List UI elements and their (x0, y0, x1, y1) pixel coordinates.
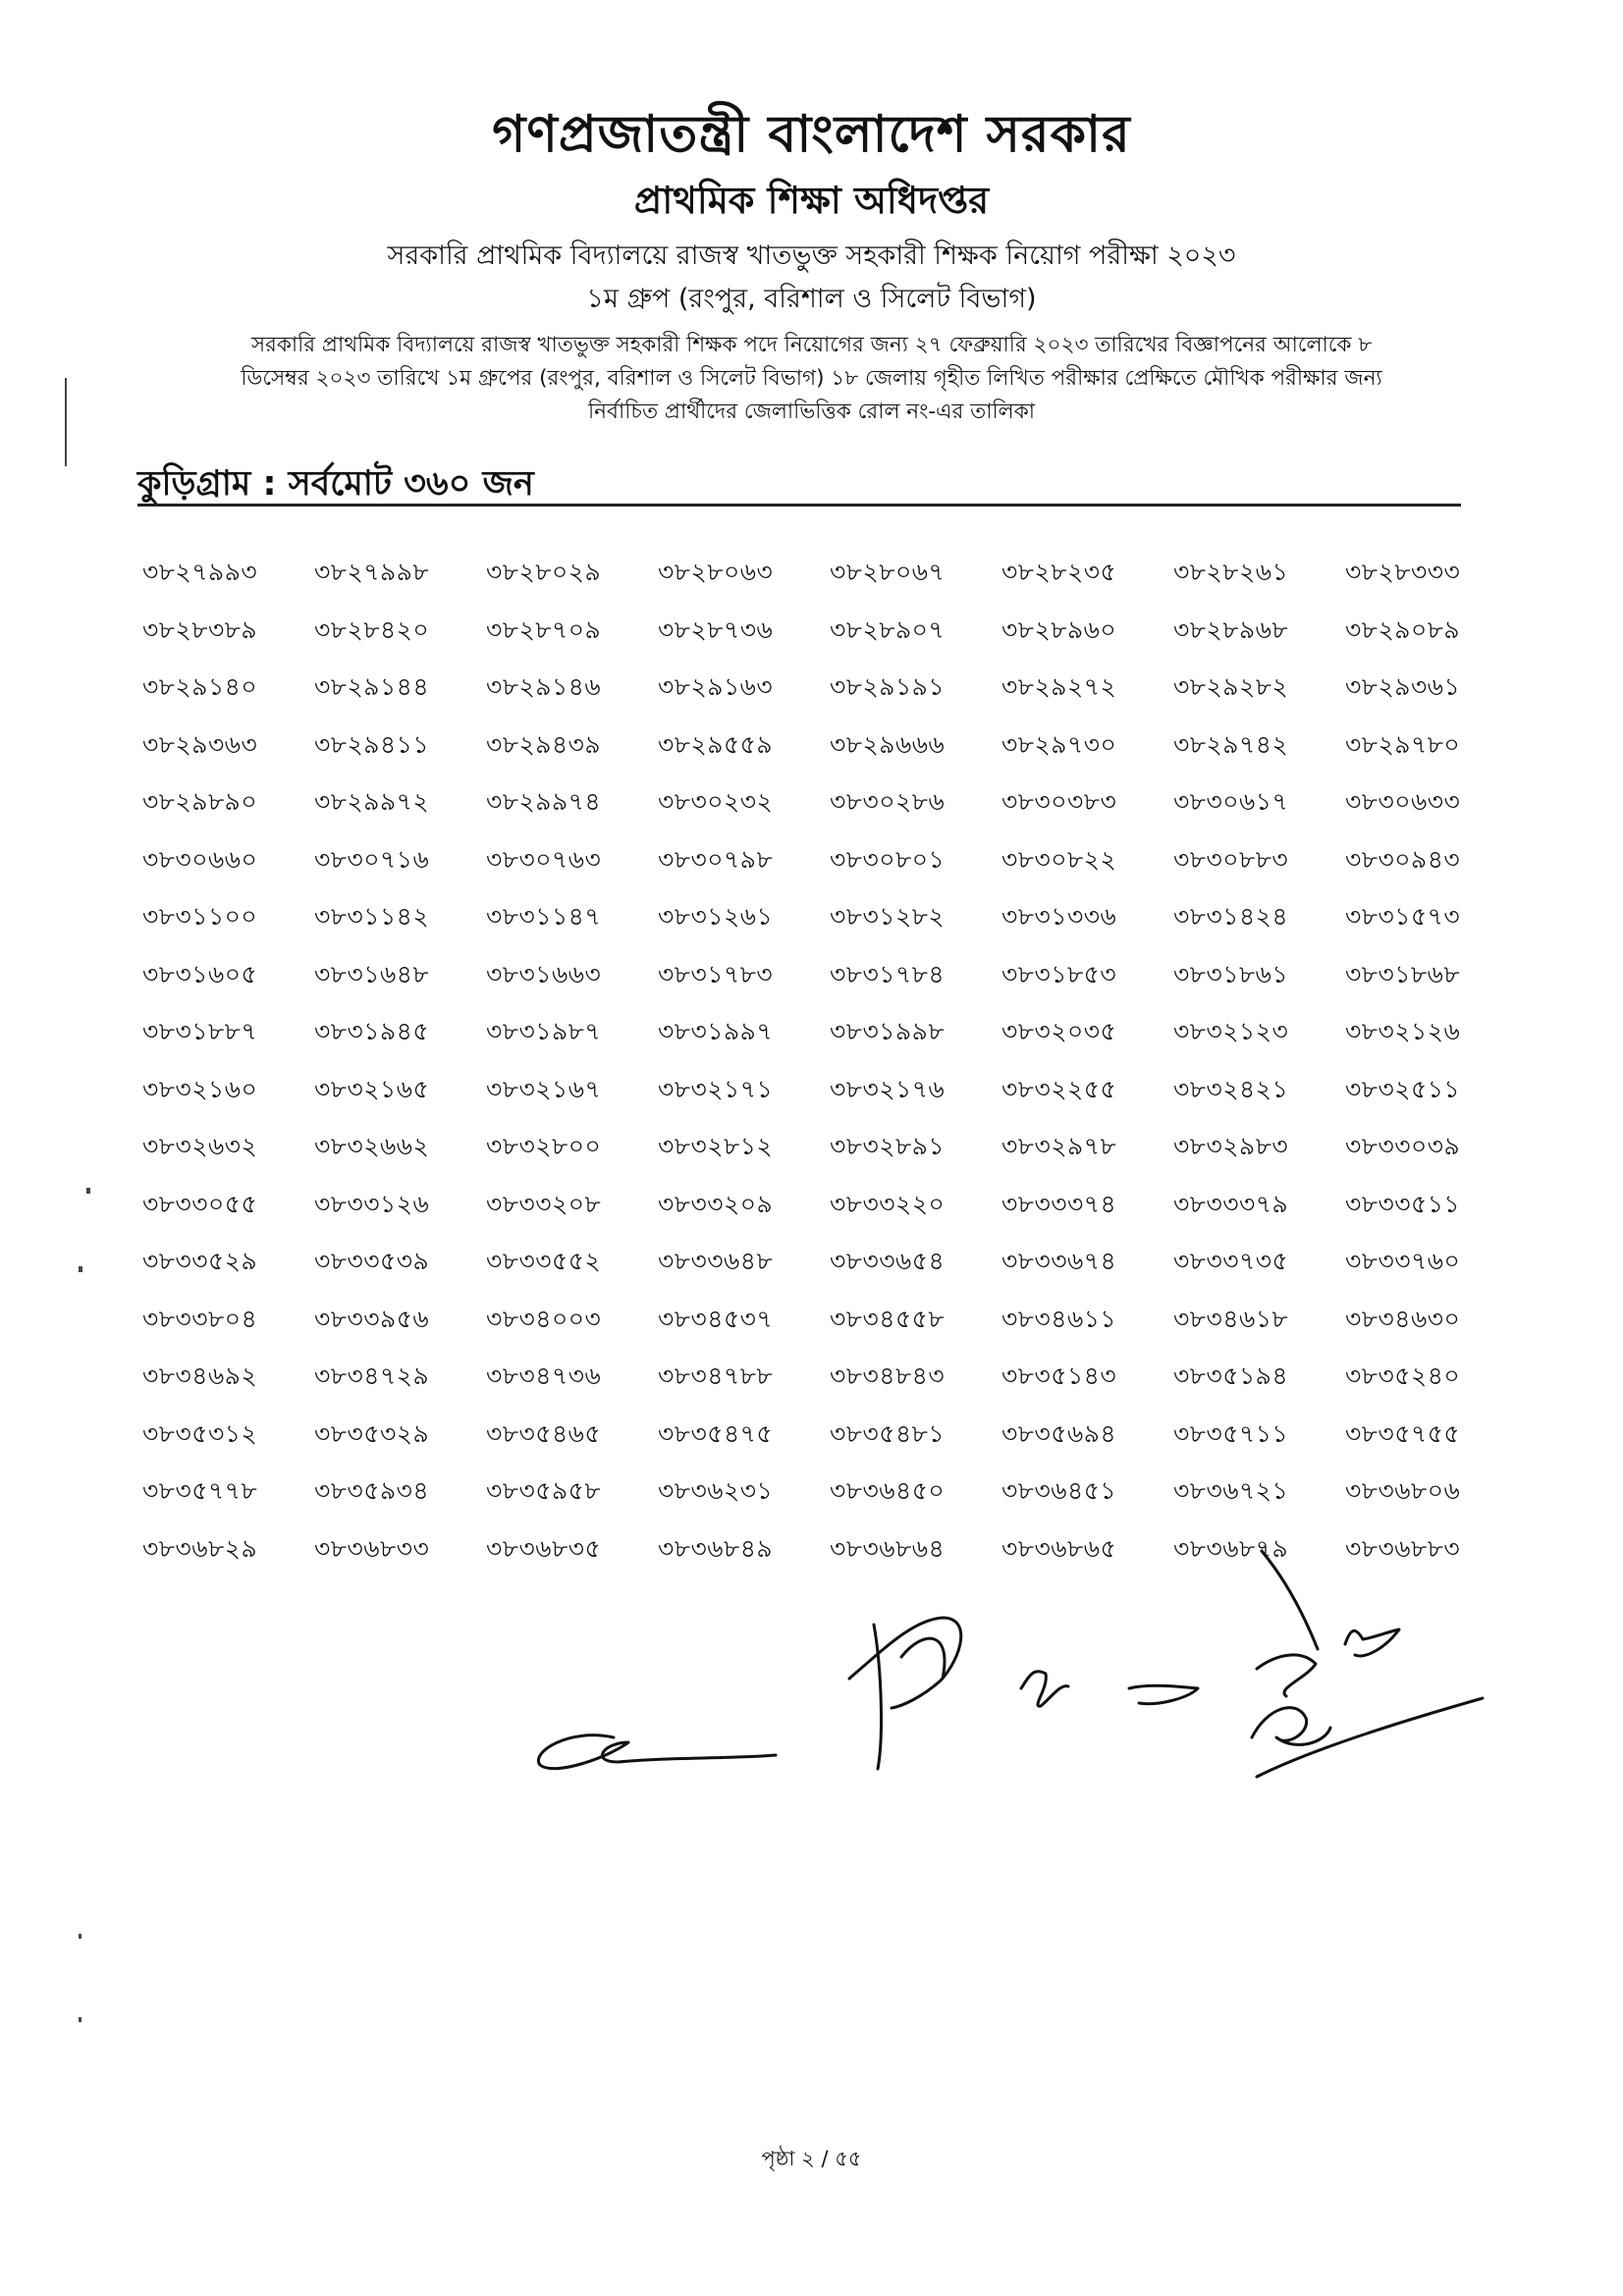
roll-number: ৩৮২৯৪৩৯ (486, 729, 602, 759)
margin-mark-bracket (65, 378, 71, 466)
signature-3 (1021, 1672, 1068, 1706)
roll-number: ৩৮৩২৪২১ (1173, 1074, 1289, 1103)
roll-number: ৩৮৩১৪২৪ (1173, 902, 1289, 931)
exam-title: সরকারি প্রাথমিক বিদ্যালয়ে রাজস্ব খাতভুক্ত সহকারী শিক্ষক নিয়োগ পরীক্ষা ২০২৩ (387, 240, 1236, 271)
roll-number: ৩৮৩৩৬৪৮ (658, 1247, 774, 1275)
roll-number: ৩৮২৮৩৩৩ (1345, 558, 1461, 586)
roll-number: ৩৮৩৬৮৬৫ (1001, 1533, 1117, 1563)
roll-number: ৩৮২৮৯৬০ (1001, 614, 1117, 644)
roll-number: ৩৮৩২১৬৭ (486, 1074, 602, 1103)
roll-number: ৩৮৩১৯৪৫ (314, 1017, 430, 1045)
roll-number: ৩৮৩৩৭৬০ (1345, 1247, 1461, 1275)
roll-number: ৩৮৩২৮১২ (658, 1132, 774, 1160)
roll-number: ৩৮৩১৩৩৬ (1001, 902, 1117, 931)
roll-number: ৩৮৩১১০০ (142, 902, 258, 931)
roll-number: ৩৮২৮৪২০ (314, 614, 430, 644)
roll-number: ৩৮৩৩৮০৪ (142, 1304, 258, 1333)
roll-number: ৩৮৩৫৯৩৪ (314, 1476, 430, 1505)
roll-number: ৩৮৩০৯৪৩ (1345, 844, 1461, 874)
roll-number: ৩৮৩২১৬৫ (314, 1074, 430, 1103)
roll-number: ৩৮৩৫১৯৪ (1173, 1362, 1289, 1390)
roll-number: ৩৮৩০২৩২ (658, 787, 774, 816)
roll-number: ৩৮২৯৯৭২ (314, 787, 430, 816)
roll-number: ৩৮৩১৯৮৭ (486, 1017, 602, 1045)
roll-number: ৩৮২৯৮৯০ (142, 787, 258, 816)
roll-number: ৩৮২৮২৩৫ (1001, 558, 1117, 586)
roll-number: ৩৮৩৪৭২৯ (314, 1362, 430, 1390)
roll-number: ৩৮৩১২৬১ (658, 902, 774, 931)
roll-number: ৩৮৩৫৭৭৮ (142, 1476, 258, 1505)
roll-number: ৩৮৩২১২৩ (1173, 1017, 1289, 1045)
roll-number: ৩৮৩৩৫৩৯ (314, 1247, 430, 1275)
roll-number: ৩৮৩৩৭৩৫ (1173, 1247, 1289, 1275)
roll-number: ৩৮৩৩০৩৯ (1345, 1132, 1461, 1160)
roll-number: ৩৮৩৩৫২৯ (142, 1247, 258, 1275)
roll-number: ৩৮৩৫২৪০ (1345, 1362, 1461, 1390)
roll-number: ৩৮২৯১৪৬ (486, 672, 602, 701)
roll-number: ৩৮২৯২৮২ (1173, 672, 1289, 701)
roll-number: ৩৮৩৬২৩১ (658, 1476, 774, 1505)
roll-number: ৩৮৩৫৬৯৪ (1001, 1418, 1117, 1448)
roll-number: ৩৮২৯৩৬১ (1345, 672, 1461, 701)
roll-number: ৩৮৩৪৮৪৩ (830, 1362, 946, 1390)
signature-4 (1129, 1685, 1198, 1703)
roll-number: ৩৮৩৩২০৮ (486, 1189, 602, 1218)
roll-number: ৩৮২৯১৪৪ (314, 672, 430, 701)
roll-number: ৩৮৩১৮৬১ (1173, 959, 1289, 988)
roll-number: ৩৮৩৫৯৫৮ (486, 1476, 602, 1505)
roll-number: ৩৮৩৩৫১১ (1345, 1189, 1461, 1218)
page-number: পৃষ্ঠা ২ / ৫৫ (761, 2147, 862, 2170)
roll-number: ৩৮৩২১২৬ (1345, 1017, 1461, 1045)
roll-number: ৩৮৩৩৯৫৬ (314, 1304, 430, 1333)
notice-line-1: সরকারি প্রাথমিক বিদ্যালয়ে রাজস্ব খাতভুক্ত সহকারী শিক্ষক পদে নিয়োগের জন্য ২৭ ফেব্রুয়ারি ২০২৩ তারিখের বিজ্ঞাপনের আলোকে ৮ (250, 333, 1373, 357)
department-title: প্রাথমিক শিক্ষা অধিদপ্তর (633, 179, 990, 222)
roll-number: ৩৮৩৩২০৯ (658, 1189, 774, 1218)
margin-mark-dot (79, 2017, 81, 2022)
roll-number: ৩৮৩২৫১১ (1345, 1074, 1461, 1103)
roll-number: ৩৮২৯৬৬৬ (830, 729, 946, 759)
roll-number: ৩৮৩১৬৬৩ (486, 959, 602, 988)
roll-number: ৩৮২৯১৪০ (142, 672, 258, 701)
roll-number: ৩৮৩১৬০৫ (142, 959, 258, 988)
roll-number: ৩৮৩৩০৫৫ (142, 1189, 258, 1218)
roll-number: ৩৮২৮৭০৯ (486, 614, 602, 644)
roll-number: ৩৮৩২২৫৫ (1001, 1074, 1117, 1103)
roll-number: ৩৮৩২৯৭৮ (1001, 1132, 1117, 1160)
roll-number: ৩৮৩৬৮০৬ (1345, 1476, 1461, 1505)
roll-number: ৩৮৩৪০০৩ (486, 1304, 602, 1333)
roll-number: ৩৮৩২৯৮৩ (1173, 1132, 1289, 1160)
roll-number: ৩৮৩৫৭১১ (1173, 1418, 1289, 1448)
roll-number: ৩৮৩২৮৯১ (830, 1132, 946, 1160)
roll-number: ৩৮২৯২৭২ (1001, 672, 1117, 701)
roll-number: ৩৮৩৩৩৭৪ (1001, 1189, 1117, 1218)
roll-number: ৩৮২৮৯০৭ (830, 614, 946, 644)
roll-number: ৩৮২৮০৬৩ (658, 558, 774, 586)
roll-number: ৩৮৩৩১২৬ (314, 1189, 430, 1218)
roll-number: ৩৮৩৬৮৬৪ (830, 1533, 946, 1563)
roll-number: ৩৮২৯৭৪২ (1173, 729, 1289, 759)
roll-number: ৩৮৩২১৬০ (142, 1074, 258, 1103)
roll-number: ৩৮৩৪৭৩৬ (486, 1362, 602, 1390)
roll-number: ৩৮৩৪৫৩৭ (658, 1304, 774, 1333)
roll-number: ৩৮৩০৮০১ (830, 844, 946, 874)
roll-number: ৩৮৩০৬৩৩ (1345, 787, 1461, 816)
roll-number: ৩৮৩৩৬৭৪ (1001, 1247, 1117, 1275)
roll-number: ৩৮২৮২৬১ (1173, 558, 1289, 586)
roll-number: ৩৮৩২১৭৬ (830, 1074, 946, 1103)
roll-number: ৩৮৩১৭৮৩ (658, 959, 774, 988)
roll-number: ৩৮৩৫৪৮১ (830, 1418, 946, 1448)
district-heading: কুড়িগ্রাম : সর্বমোট ৩৬০ জন (137, 464, 534, 504)
roll-number: ৩৮৩৪৬৩০ (1345, 1304, 1461, 1333)
roll-number: ৩৮৩১১৪২ (314, 902, 430, 931)
signature-2 (849, 1618, 961, 1769)
roll-number: ৩৮২৮৩৮৯ (142, 614, 258, 644)
margin-mark-dot (86, 1188, 90, 1194)
roll-number: ৩৮৩০৮৮৩ (1173, 844, 1289, 874)
roll-number: ৩৮৩৩৬৫৪ (830, 1247, 946, 1275)
roll-number: ৩৮৩১৯৯৮ (830, 1017, 946, 1045)
notice-line-2: ডিসেম্বর ২০২৩ তারিখে ১ম গ্রুপের (রংপুর, বরিশাল ও সিলেট বিভাগ) ১৮ জেলায় গৃহীত লিখিত পরীক্ষার প্রেক্ষিতে মৌখিক পরীক্ষার জন্য (241, 366, 1382, 391)
roll-number: ৩৮৩০৬১৭ (1173, 787, 1289, 816)
document-header (0, 103, 1623, 429)
roll-number: ৩৮৩৬৪৫০ (830, 1476, 946, 1505)
roll-number: ৩৮৩৩৩৭৯ (1173, 1189, 1289, 1218)
roll-number: ৩৮৩৫৪৭৫ (658, 1418, 774, 1448)
roll-number: ৩৮৩৬৮৭৯ (1173, 1533, 1289, 1563)
roll-number: ৩৮২৭৯৯৮ (314, 558, 430, 586)
signature-1 (538, 1735, 776, 1769)
roll-number: ৩৮৩২১৭১ (658, 1074, 774, 1103)
roll-number: ৩৮৩৬৪৫১ (1001, 1476, 1117, 1505)
roll-number: ৩৮৩৫৭৫৫ (1345, 1418, 1461, 1448)
roll-number-grid (142, 553, 1468, 1586)
roll-number: ৩৮২৯৭৩০ (1001, 729, 1117, 759)
roll-number: ৩৮২৯৫৫৯ (658, 729, 774, 759)
roll-number: ৩৮৩৪৭৮৮ (658, 1362, 774, 1390)
roll-number: ৩৮৩১৮৬৮ (1345, 959, 1461, 988)
roll-number: ৩৮৩২৮০০ (486, 1132, 602, 1160)
roll-number: ৩৮২৯৯৭৪ (486, 787, 602, 816)
roll-number: ৩৮৩৬৮৪৯ (658, 1533, 774, 1563)
roll-number: ৩৮৩০২৮৬ (830, 787, 946, 816)
roll-number: ৩৮৩৩২২০ (830, 1189, 946, 1218)
roll-number: ৩৮২৯৪১১ (314, 729, 430, 759)
roll-number: ৩৮৩১৬৪৮ (314, 959, 430, 988)
roll-number: ৩৮৩৫৪৬৫ (486, 1418, 602, 1448)
signature-6 (1345, 1629, 1399, 1656)
roll-number: ৩৮৩১৯৯৭ (658, 1017, 774, 1045)
roll-number: ৩৮৩১৫৭৩ (1345, 902, 1461, 931)
roll-number: ৩৮৩৪৫৫৮ (830, 1304, 946, 1333)
roll-number: ৩৮৩০৭৬৩ (486, 844, 602, 874)
margin-mark-dot (79, 1266, 82, 1272)
group-title: ১ম গ্রুপ (রংপুর, বরিশাল ও সিলেট বিভাগ) (586, 284, 1037, 314)
roll-number: ৩৮৩৬৮৩৫ (486, 1533, 602, 1563)
roll-number: ৩৮৩৫৩১২ (142, 1418, 258, 1448)
roll-number: ৩৮২৯১৯১ (830, 672, 946, 701)
roll-number: ৩৮৩০৮২২ (1001, 844, 1117, 874)
roll-number: ৩৮৩১৮৫৩ (1001, 959, 1117, 988)
roll-number: ৩৮২৮৯৬৮ (1173, 614, 1289, 644)
government-title: গণপ্রজাতন্ত্রী বাংলাদেশ সরকার (492, 105, 1131, 164)
roll-number: ৩৮৩০৩৮৩ (1001, 787, 1117, 816)
signature-5 (1252, 1551, 1483, 1777)
heading-rule (137, 504, 1461, 507)
roll-number: ৩৮৩৬৮২৯ (142, 1533, 258, 1563)
signatures (511, 1541, 1492, 1836)
roll-number: ৩৮২৭৯৯৩ (142, 558, 258, 586)
roll-number: ৩৮৩৪৬১১ (1001, 1304, 1117, 1333)
roll-number: ৩৮৩৬৮৮৩ (1345, 1533, 1461, 1563)
roll-number: ৩৮২৯০৮৯ (1345, 614, 1461, 644)
roll-number: ৩৮৩৬৭২১ (1173, 1476, 1289, 1505)
roll-number: ৩৮২৯৩৬৩ (142, 729, 258, 759)
roll-number: ৩৮২৯৭৮০ (1345, 729, 1461, 759)
roll-number: ৩৮৩০৭১৬ (314, 844, 430, 874)
notice-text (208, 329, 1416, 429)
margin-mark-dot (79, 1934, 81, 1939)
roll-number: ৩৮২৮০২৯ (486, 558, 602, 586)
roll-number: ৩৮৩০৬৬০ (142, 844, 258, 874)
roll-number: ৩৮২৮০৬৭ (830, 558, 946, 586)
roll-number: ৩৮৩১২৮২ (830, 902, 946, 931)
roll-number: ৩৮৩৪৬৯২ (142, 1362, 258, 1390)
roll-number: ৩৮৩৫১৪৩ (1001, 1362, 1117, 1390)
roll-number: ৩৮৩৪৬১৮ (1173, 1304, 1289, 1333)
roll-number: ৩৮৩২০৩৫ (1001, 1017, 1117, 1045)
roll-number: ৩৮২৮৭৩৬ (658, 614, 774, 644)
roll-number: ৩৮৩১৮৮৭ (142, 1017, 258, 1045)
roll-number: ৩৮২৯১৬৩ (658, 672, 774, 701)
roll-number: ৩৮৩৫৩২৯ (314, 1418, 430, 1448)
roll-number: ৩৮৩০৭৯৮ (658, 844, 774, 874)
roll-number: ৩৮৩৬৮৩৩ (314, 1533, 430, 1563)
roll-number: ৩৮৩২৬৩২ (142, 1132, 258, 1160)
handwritten-signatures (511, 1541, 1492, 1836)
roll-number: ৩৮৩২৬৬২ (314, 1132, 430, 1160)
roll-number: ৩৮৩৩৫৫২ (486, 1247, 602, 1275)
roll-number: ৩৮৩১৭৮৪ (830, 959, 946, 988)
roll-number: ৩৮৩১১৪৭ (486, 902, 602, 931)
notice-line-3: নির্বাচিত প্রার্থীদের জেলাভিত্তিক রোল নং-এর তালিকা (588, 400, 1035, 424)
